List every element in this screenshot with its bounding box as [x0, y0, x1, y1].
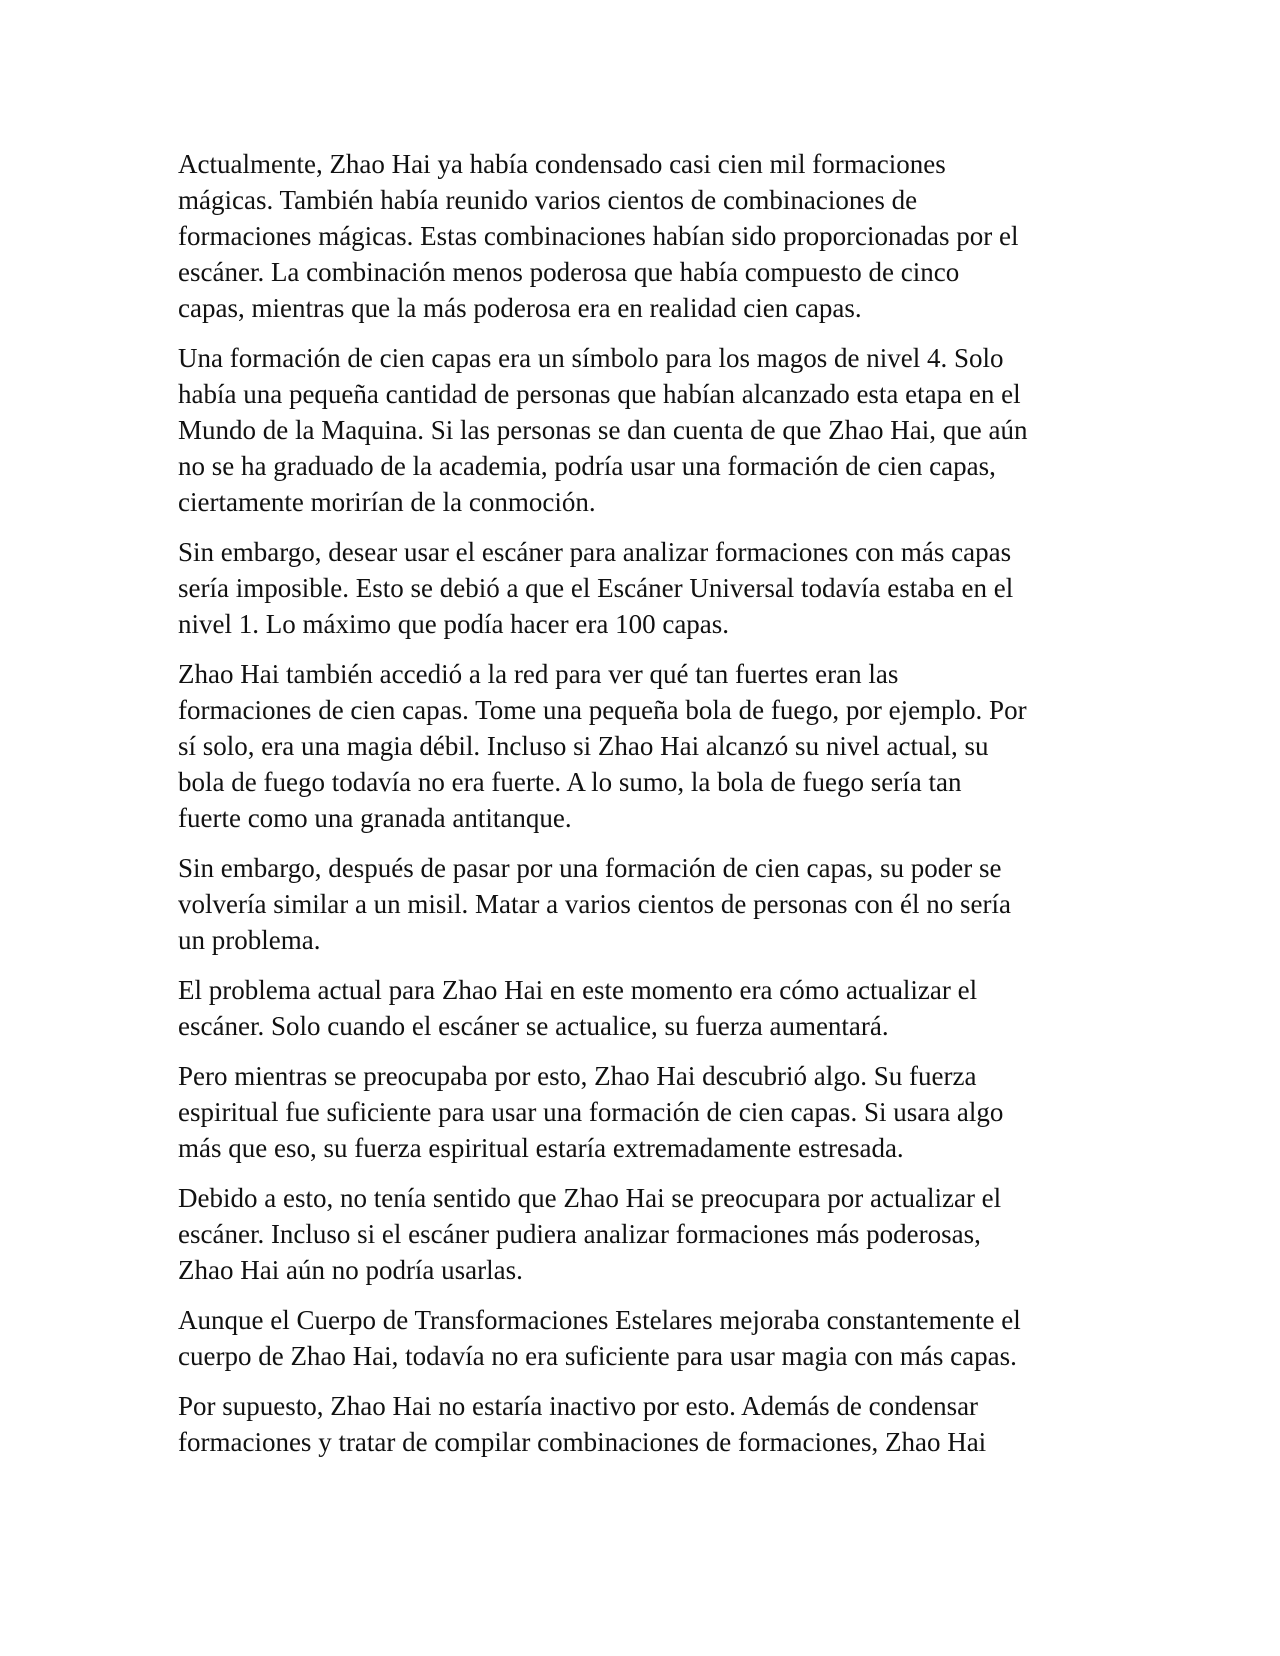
text-line: escáner. Solo cuando el escáner se actualice, su fuerza aumentará. [178, 1011, 889, 1041]
paragraph [178, 1180, 1118, 1288]
paragraph [178, 340, 1118, 520]
text-line: capas, mientras que la más poderosa era en realidad cien capas. [178, 293, 862, 323]
text-line: formaciones de cien capas. Tome una pequeña bola de fuego, por ejemplo. Por [178, 695, 1027, 725]
text-line: bola de fuego todavía no era fuerte. A lo sumo, la bola de fuego sería tan [178, 767, 962, 797]
text-line: formaciones mágicas. Estas combinaciones habían sido proporcionadas por el [178, 221, 1019, 251]
text-line: Sin embargo, después de pasar por una formación de cien capas, su poder se [178, 853, 1002, 883]
paragraph [178, 1388, 1118, 1460]
text-line: mágicas. También había reunido varios cientos de combinaciones de [178, 185, 918, 215]
text-line: más que eso, su fuerza espiritual estaría extremadamente estresada. [178, 1133, 904, 1163]
text-line: Debido a esto, no tenía sentido que Zhao Hai se preocupara por actualizar el [178, 1183, 1002, 1213]
text-line: Pero mientras se preocupaba por esto, Zhao Hai descubrió algo. Su fuerza [178, 1061, 977, 1091]
text-line: sí solo, era una magia débil. Incluso si Zhao Hai alcanzó su nivel actual, su [178, 731, 989, 761]
paragraph [178, 534, 1118, 642]
paragraph [178, 850, 1118, 958]
text-line: cuerpo de Zhao Hai, todavía no era suficiente para usar magia con más capas. [178, 1341, 1017, 1371]
text-line: Por supuesto, Zhao Hai no estaría inactivo por esto. Además de condensar [178, 1391, 979, 1421]
text-line: Mundo de la Maquina. Si las personas se dan cuenta de que Zhao Hai, que aún [178, 415, 1028, 445]
paragraph [178, 972, 1118, 1044]
text-line: volvería similar a un misil. Matar a varios cientos de personas con él no sería [178, 889, 1012, 919]
paragraph [178, 1302, 1118, 1374]
text-line: escáner. Incluso si el escáner pudiera analizar formaciones más poderosas, [178, 1219, 981, 1249]
text-line: espiritual fue suficiente para usar una formación de cien capas. Si usara algo [178, 1097, 1004, 1127]
document-body [178, 146, 1118, 1474]
text-line: El problema actual para Zhao Hai en este momento era cómo actualizar el [178, 975, 978, 1005]
text-line: escáner. La combinación menos poderosa que había compuesto de cinco [178, 257, 960, 287]
text-line: sería imposible. Esto se debió a que el Escáner Universal todavía estaba en el [178, 573, 1014, 603]
text-line: Actualmente, Zhao Hai ya había condensado casi cien mil formaciones [178, 149, 946, 179]
text-line: un problema. [178, 925, 321, 955]
text-line: no se ha graduado de la academia, podría usar una formación de cien capas, [178, 451, 996, 481]
text-line: formaciones y tratar de compilar combinaciones de formaciones, Zhao Hai [178, 1427, 987, 1457]
paragraph [178, 146, 1118, 326]
text-line: Aunque el Cuerpo de Transformaciones Estelares mejoraba constantemente el [178, 1305, 1021, 1335]
text-line: Zhao Hai aún no podría usarlas. [178, 1255, 523, 1285]
text-line: nivel 1. Lo máximo que podía hacer era 100 capas. [178, 609, 730, 639]
paragraph [178, 1058, 1118, 1166]
text-line: Sin embargo, desear usar el escáner para analizar formaciones con más capas [178, 537, 1012, 567]
text-line: fuerte como una granada antitanque. [178, 803, 572, 833]
text-line: Una formación de cien capas era un símbolo para los magos de nivel 4. Solo [178, 343, 1004, 373]
text-line: había una pequeña cantidad de personas que habían alcanzado esta etapa en el [178, 379, 1021, 409]
text-line: ciertamente morirían de la conmoción. [178, 487, 596, 517]
paragraph [178, 656, 1118, 836]
text-line: Zhao Hai también accedió a la red para ver qué tan fuertes eran las [178, 659, 899, 689]
